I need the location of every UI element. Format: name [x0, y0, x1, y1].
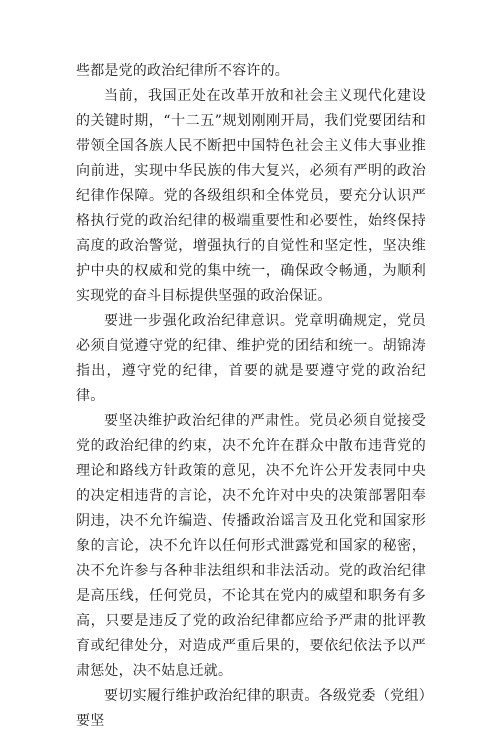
paragraph-continuation: 些都是党的政治纪律所不容许的。: [76, 63, 289, 79]
paragraph-discipline-seriousness: 要坚决维护政治纪律的严肃性。党员必须自觉接受党的政治纪律的约束，决不允许在群众中散布违背党的理论和路线方针政策的意见，决不允许公开发表同中央的决定相违背的言论，决不允许对中央的决策部署阳奉阴违，决不允许编造、传播政治谣言及丑化党和国家形象的言论，决不允许以任何形式泄露党和国家的秘密，决不允许参与各种非法组织和非法活动。党的政治纪律是高压线，任何党员，不论其在党内的威望和职务有多高，只要是违反了党的政治纪律都应给予严肃的批评教育或纪律处分，对造成严重后果的，要依纪依法予以严肃惩处，决不姑息迁就。: [76, 413, 426, 679]
paragraph-discipline-duty: 要切实履行维护政治纪律的职责。各级党委（党组）要坚: [76, 688, 426, 729]
document-body: [76, 59, 426, 734]
paragraph-current-period: 当前，我国正处在改革开放和社会主义现代化建设的关键时期，“十二五”规划刚刚开局，我们党要团结和带领全国各族人民不断把中国特色社会主义伟大事业推向前进，实现中华民族的伟大复兴，必须有严明的政治纪律作保障。党的各级组织和全体党员，要充分认识严格执行党的政治纪律的极端重要性和必要性，始终保持高度的政治警觉，增强执行的自觉性和坚定性，坚决维护中央的权威和党的集中统一，确保政令畅通，为顺利实现党的奋斗目标提供坚强的政治保证。: [76, 88, 426, 304]
paragraph-discipline-awareness: 要进一步强化政治纪律意识。党章明确规定，党员必须自觉遵守党的纪律、维护党的团结和统一。胡锦涛指出，遵守党的纪律，首要的就是要遵守党的政治纪律。: [76, 313, 426, 404]
